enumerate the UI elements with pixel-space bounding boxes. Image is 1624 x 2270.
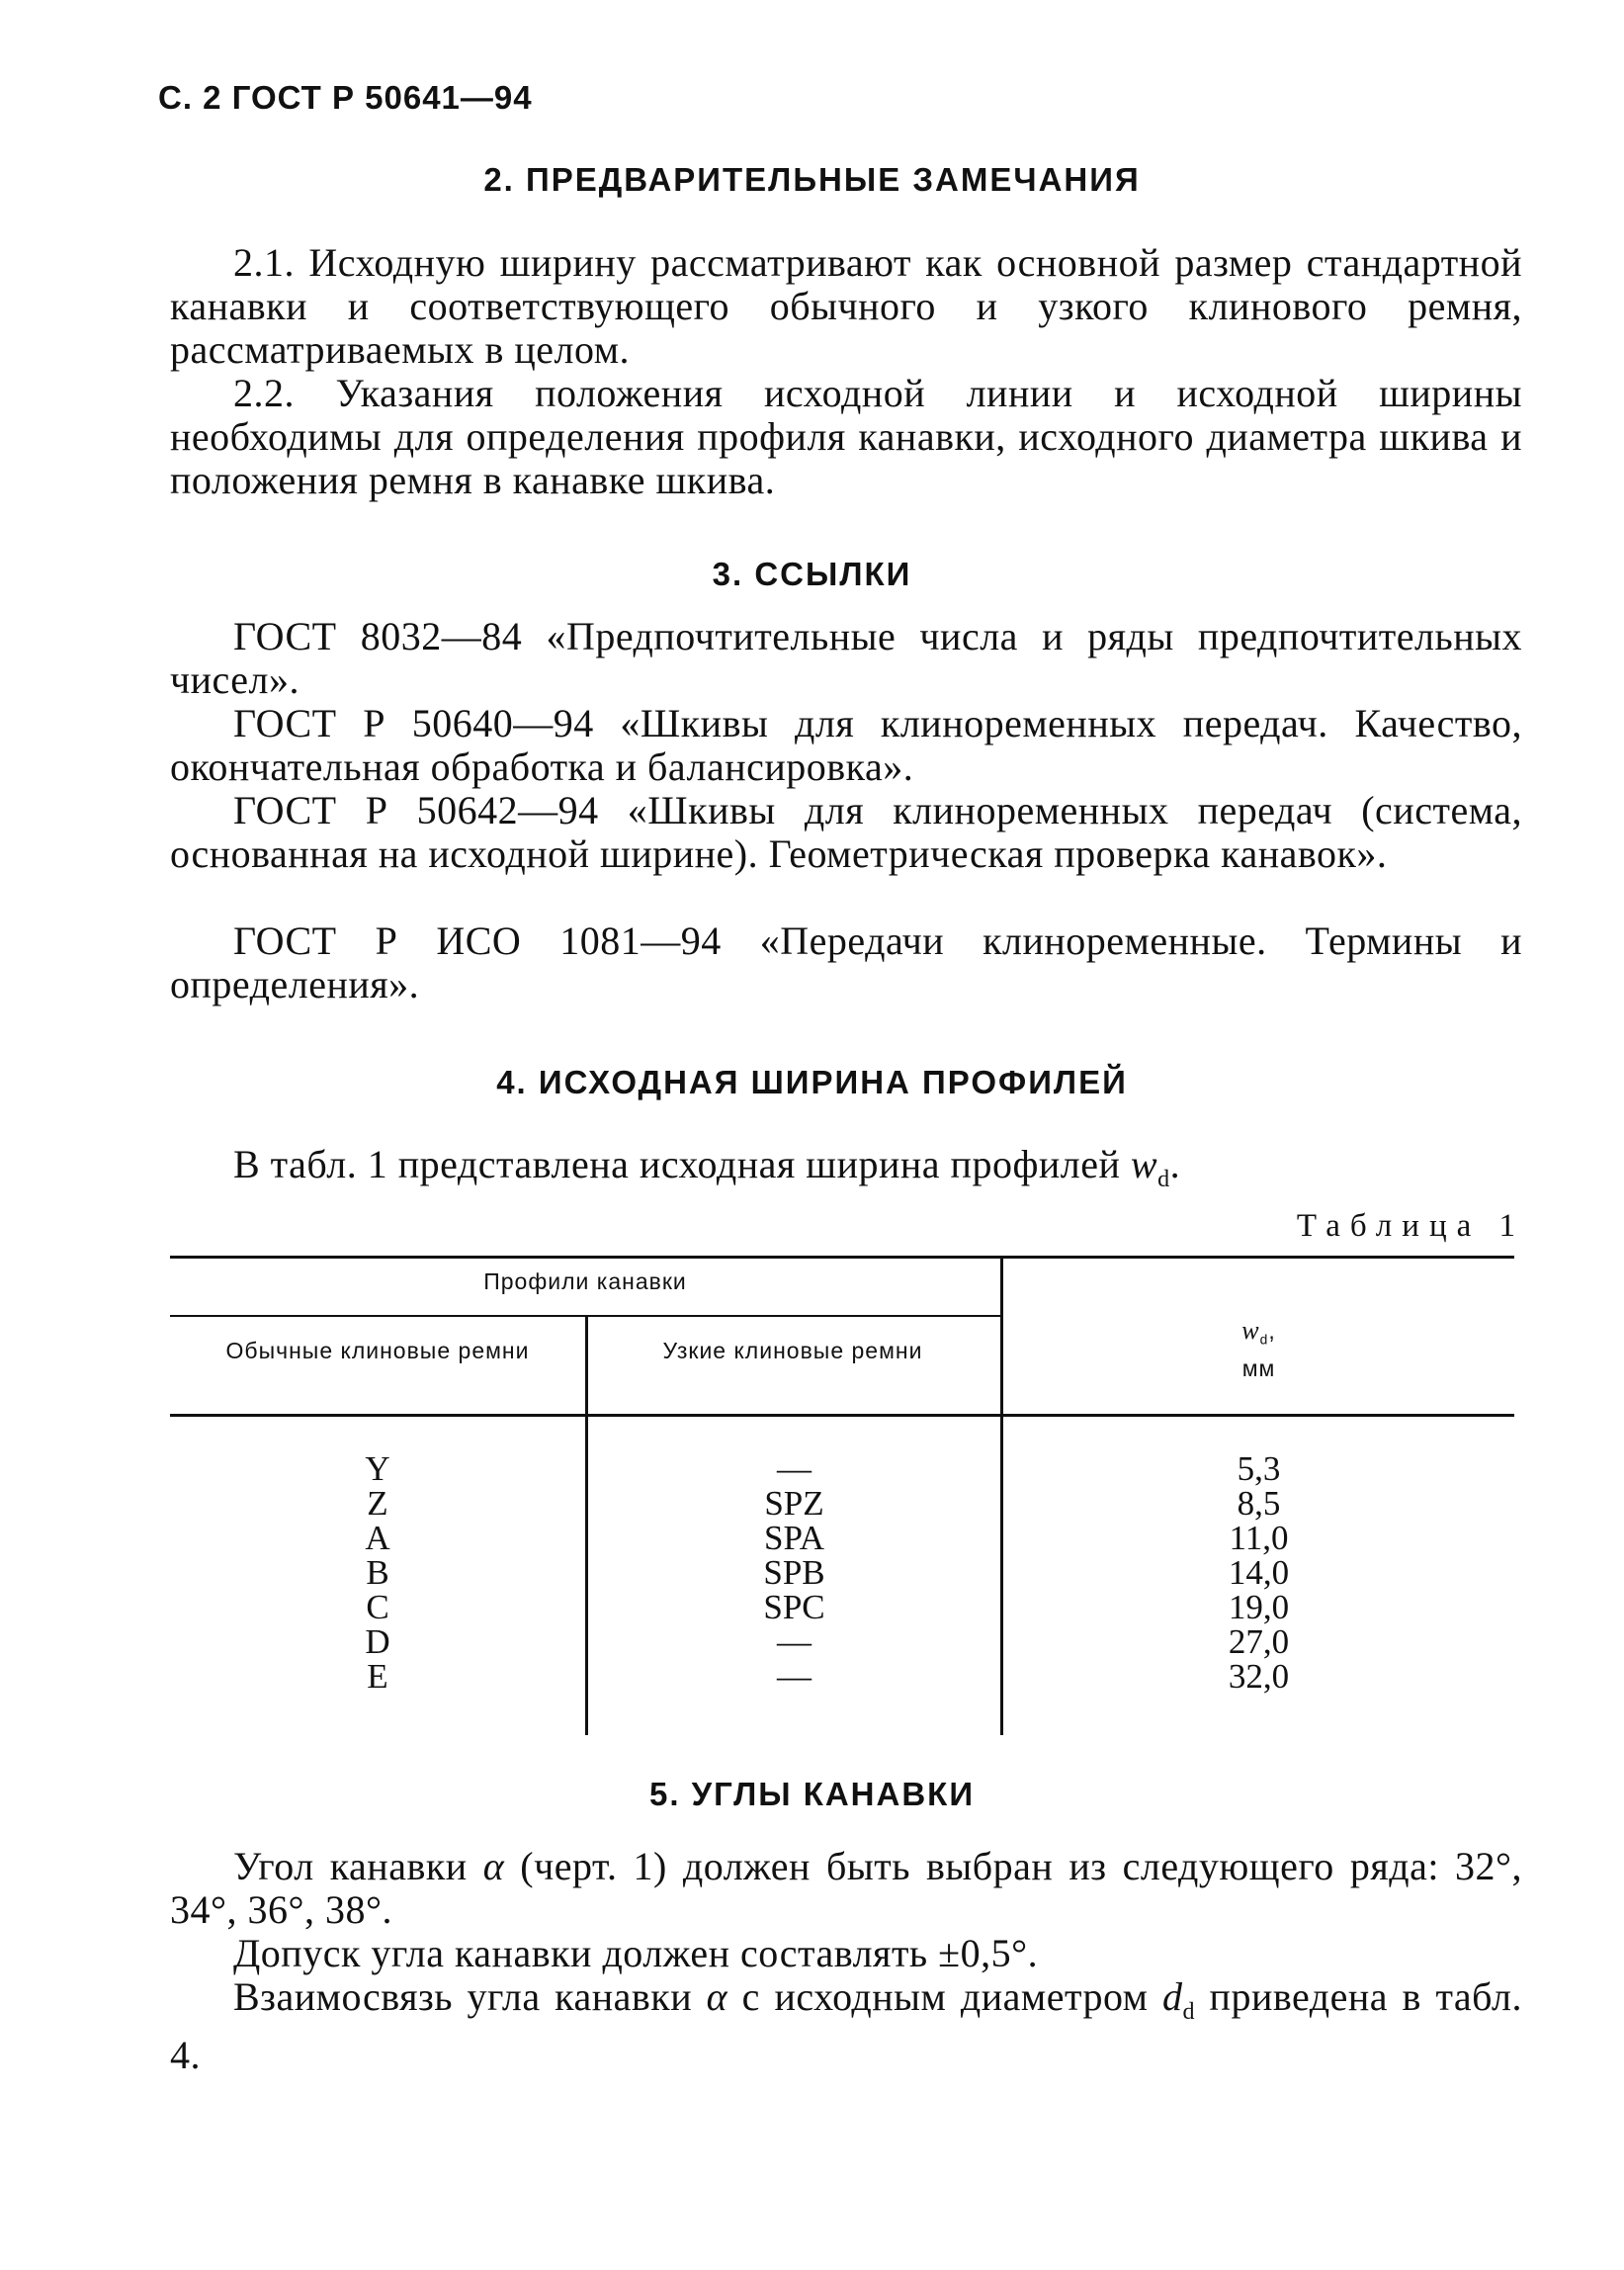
table-header-rule: [170, 1414, 1514, 1417]
table-cell: —: [777, 1657, 812, 1696]
s5-p1-text-a: Угол канавки: [233, 1844, 483, 1888]
section-2-paragraph-2: 2.2. Указания положения исходной линии и исходной ширины необходимы для определения профиля канавки, исходного диаметра шкива и положения ремня в канавке шкива.: [170, 371, 1522, 502]
section-4-title: 4. ИСХОДНАЯ ШИРИНА ПРОФИЛЕЙ: [496, 1064, 1128, 1100]
reference-item: ГОСТ Р 50642—94 «Шкивы для клиноременных передач (система, основанная на исходной ширине). Геометрическая проверка канавок».: [170, 788, 1522, 876]
table-cell: —: [777, 1622, 812, 1661]
table-group-header: Профили канавки: [483, 1268, 687, 1294]
wd-subscript: d: [1157, 1167, 1170, 1192]
table-col2-header: Узкие клиновые ремни: [662, 1338, 923, 1363]
table-col1-header: Обычные клиновые ремни: [225, 1338, 530, 1363]
reference-item: ГОСТ 8032—84 «Предпочтительные числа и ряды предпочтительных чисел».: [170, 614, 1522, 702]
table-cell: E: [367, 1657, 388, 1696]
table-cell: 32,0: [1228, 1657, 1290, 1696]
table-cell: 8,5: [1237, 1484, 1281, 1523]
section-5-title: 5. УГЛЫ КАНАВКИ: [648, 1776, 976, 1812]
s5-p3-text-a: Взаимосвязь угла канавки: [233, 1974, 707, 2019]
s5-p3-text-c: приведена в табл. 4.: [170, 1974, 1522, 2077]
section-5-paragraph-2: Допуск угла канавки должен составлять ±0,5°.: [233, 1931, 1039, 1975]
section-2-title: 2. ПРЕДВАРИТЕЛЬНЫЕ ЗАМЕЧАНИЯ: [483, 161, 1141, 198]
reference-item: ГОСТ Р ИСО 1081—94 «Передачи клиноременные. Термины и определения».: [170, 918, 1522, 1006]
alpha-symbol: α: [706, 1974, 728, 2019]
table-caption-word: Таблица: [1296, 1208, 1482, 1244]
reference-item: ГОСТ Р 50640—94 «Шкивы для клиноременных передач. Качество, окончательная обработка и балансировка».: [170, 701, 1522, 789]
table-cell: SPZ: [764, 1484, 824, 1523]
table-cell: A: [365, 1519, 390, 1557]
table-cell: 11,0: [1229, 1519, 1289, 1557]
table-cell: 14,0: [1228, 1553, 1290, 1592]
table-col3-values: [1003, 1451, 1514, 1694]
table-caption: [1297, 1208, 1515, 1245]
table-cell: 5,3: [1237, 1449, 1281, 1488]
section-5-paragraph-3: [170, 1975, 1522, 2077]
wd-symbol: w: [1130, 1142, 1158, 1186]
table-col2-values: [588, 1451, 1000, 1694]
section-4-intro-text: В табл. 1 представлена исходная ширина профилей: [233, 1142, 1131, 1186]
table-top-rule: [170, 1256, 1514, 1259]
dd-symbol: d: [1162, 1974, 1183, 2019]
table-1: [170, 1256, 1514, 1735]
table-caption-number: 1: [1498, 1208, 1515, 1244]
s5-p3-text-b: с исходным диаметром: [727, 1974, 1163, 2019]
section-4-intro: [170, 1143, 1522, 1201]
wd-header-unit: мм: [1241, 1354, 1276, 1381]
section-5-paragraph-1: [170, 1845, 1522, 1932]
table-cell: 27,0: [1228, 1622, 1290, 1661]
table-cell: Y: [365, 1449, 390, 1488]
table-cell: D: [365, 1622, 390, 1661]
dd-subscript: d: [1182, 1999, 1196, 2025]
alpha-symbol: α: [482, 1844, 505, 1888]
table-cell: Z: [367, 1484, 388, 1523]
s5-p1-text-b: (черт. 1) должен быть выбран из следующего ряда: 32°, 34°, 36°, 38°.: [170, 1844, 1522, 1932]
table-col1-values: [170, 1451, 585, 1694]
section-4-intro-end: .: [1169, 1142, 1181, 1186]
table-cell: SPC: [763, 1588, 825, 1626]
wd-header-subscript: d: [1259, 1332, 1269, 1348]
table-cell: C: [366, 1588, 389, 1626]
wd-header-symbol: w: [1241, 1316, 1260, 1345]
page-header: С. 2 ГОСТ Р 50641—94: [158, 79, 533, 116]
table-cell: —: [777, 1449, 812, 1488]
section-2-paragraph-1: 2.1. Исходную ширину рассматривают как основной размер стандартной канавки и соответствующего обычного и узкого клинового ремня, рассматриваемых в целом.: [170, 240, 1522, 372]
table-cell: SPA: [764, 1519, 824, 1557]
table-col3-header: $w_d$, мм: [1241, 1316, 1276, 1381]
section-3-title: 3. ССЫЛКИ: [712, 556, 912, 592]
table-cell: 19,0: [1228, 1588, 1290, 1626]
table-cell: B: [366, 1553, 389, 1592]
table-cell: SPB: [763, 1553, 825, 1592]
